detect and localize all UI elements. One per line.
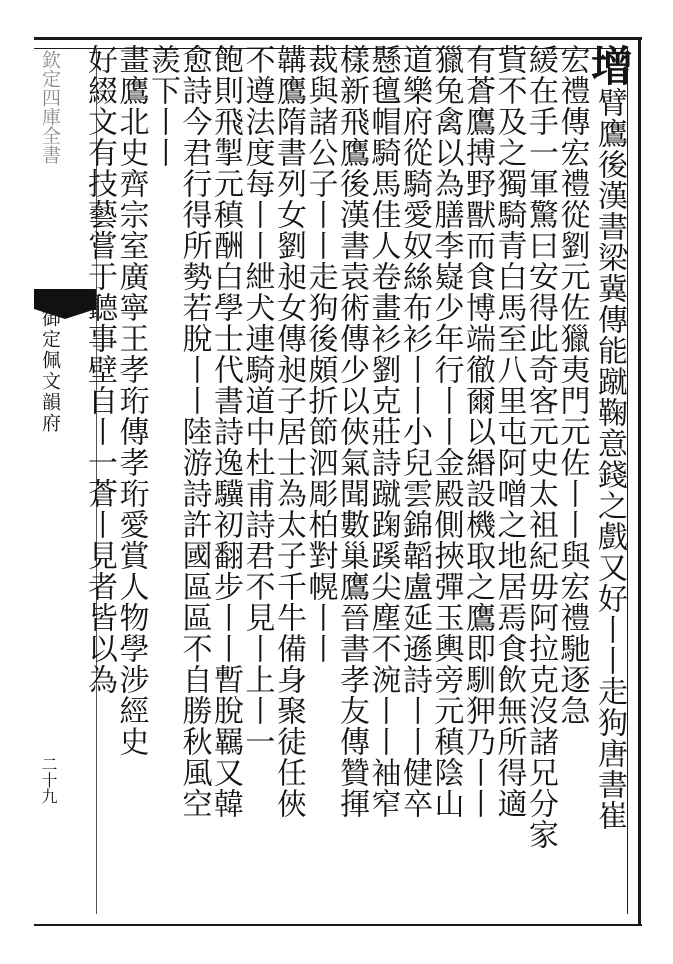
text-column bbox=[523, 44, 558, 850]
column-text: 獵兔禽以為膳李嶷少年行丨丨金殿側挾彈玉輿旁元稹陰山 bbox=[428, 44, 464, 819]
text-column bbox=[113, 44, 149, 757]
right-border-outer bbox=[638, 37, 641, 926]
text-column bbox=[334, 44, 369, 819]
text-column bbox=[554, 44, 590, 726]
column-text: 飽則飛掣元稹酬白學士代書詩逸驥初翻步丨丨暫脫羈又韓 bbox=[208, 44, 243, 819]
text-column bbox=[239, 44, 275, 757]
bottom-border-line bbox=[34, 924, 642, 926]
text-column bbox=[208, 44, 243, 819]
column-text: 裁與諸公子丨丨走狗後頗折節泗彫柏對幌丨丨 bbox=[302, 44, 338, 664]
column-text: 臂鷹後漢書梁冀傳能蹴鞠意錢之戲又好丨丨走狗唐書崔 bbox=[592, 87, 627, 831]
column-text: 畫鷹北史齊宗室廣寧王孝珩傳孝珩愛賞人物學涉經史 bbox=[113, 44, 149, 757]
text-column bbox=[397, 44, 432, 819]
column-text: 樣新飛鷹後漢書袁術傳少以俠氣聞數巢鷹晉書孝友傳贊揮 bbox=[334, 44, 369, 819]
column-text: 緩在手一軍驚曰安得此奇客元史太祖紀毋阿拉克沒諸兄分家 bbox=[523, 44, 558, 850]
column-text: 羨下丨丨 bbox=[145, 44, 180, 168]
column-text: 道樂府從騎愛奴絲布衫丨丨小兒雲錦韜盧延遜詩丨丨健卒 bbox=[397, 44, 432, 819]
text-column bbox=[176, 44, 212, 819]
text-column bbox=[365, 44, 401, 819]
column-text: 有蒼鷹搏野獸而食博端徹爾以緡設機取之鷹即馴狎乃丨丨 bbox=[460, 44, 495, 819]
column-text: 宏禮傳宏禮從劉元佐獵夷門元佐丨丨與宏禮馳逐急 bbox=[554, 44, 590, 726]
text-column bbox=[491, 44, 527, 819]
column-text: 不遵法度每丨丨紲犬連騎道中杜甫詩君不見丨上丨一 bbox=[239, 44, 275, 757]
text-column bbox=[302, 44, 338, 664]
text-column bbox=[145, 44, 180, 168]
text-column bbox=[82, 44, 117, 695]
margin-faded-title: 欽定四庫全書 bbox=[39, 50, 61, 164]
text-column bbox=[271, 44, 306, 819]
column-text: 愈詩今君行得所勢若脫丨丨陸游詩許國區區不自勝秋風空 bbox=[176, 44, 212, 819]
column-text: 貲不及之獨騎青白馬至八里屯阿噌之地居焉食飲無所得適 bbox=[491, 44, 527, 819]
page-number: 二十九 bbox=[39, 756, 58, 804]
column-text: 好綴文有技藝嘗于聽事壁自丨一蒼丨見者皆以為 bbox=[82, 44, 117, 695]
column-text: 韝鷹隋書列女劉昶女傳昶子居士為太子千牛備身聚徒任俠 bbox=[271, 44, 306, 819]
margin-book-title: 御定佩文韻府 bbox=[39, 308, 61, 434]
top-border-line bbox=[34, 37, 642, 40]
text-column bbox=[428, 44, 464, 819]
text-column bbox=[460, 44, 495, 819]
text-column bbox=[585, 44, 634, 831]
entry-headword: 增 bbox=[585, 44, 634, 87]
column-text: 懸氊帽騎馬佳人卷畫衫劉克莊詩蹴踘蹊尖塵不涴丨丨袖窄 bbox=[365, 44, 401, 819]
